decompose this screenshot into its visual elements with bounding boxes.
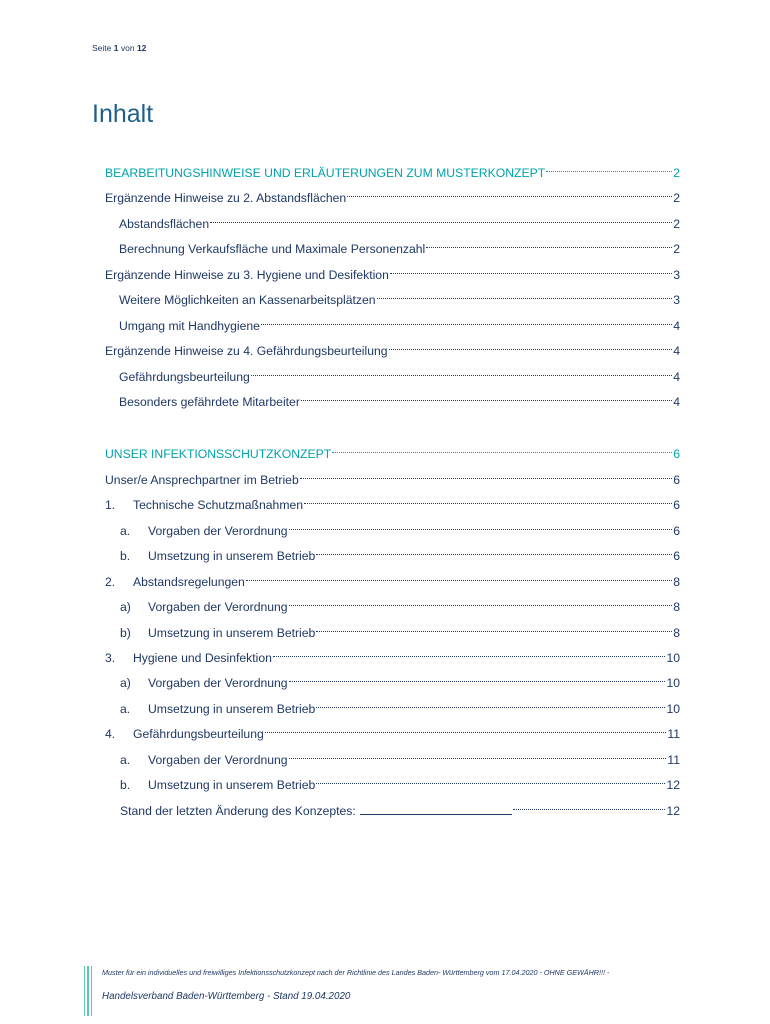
toc-entry-number: a. <box>120 524 131 538</box>
toc-entry-number: a) <box>120 676 131 690</box>
toc-entry[interactable] <box>119 211 680 231</box>
toc-dot-leader <box>289 528 673 530</box>
fill-in-blank-line <box>360 813 512 815</box>
toc-dot-leader <box>251 374 672 376</box>
toc-entry-text: Umsetzung in unserem Betrieb <box>148 778 316 792</box>
toc-entry-text: BEARBEITUNGSHINWEISE UND ERLÄUTERUNGEN ZUM MUSTERKONZEPT <box>105 166 546 180</box>
toc-dot-leader <box>210 221 672 223</box>
toc-entry-text: Vorgaben der Verordnung <box>148 600 288 614</box>
toc-entry-text: Gefährdungsbeurteilung <box>119 370 250 384</box>
toc-entry[interactable] <box>119 313 680 333</box>
seite-label: Seite <box>92 43 112 53</box>
toc-dot-leader <box>289 757 667 759</box>
toc-entry-number: b. <box>120 549 131 563</box>
toc-entry-page: 8 <box>673 575 680 589</box>
toc-entry-text: Unser/e Ansprechpartner im Betrieb <box>105 473 299 487</box>
toc-dot-leader <box>261 323 672 325</box>
toc-entry-page: 2 <box>673 242 680 256</box>
toc-entry-page: 3 <box>673 293 680 307</box>
toc-entry-text: Abstandsregelungen <box>133 575 245 589</box>
toc-dot-leader <box>377 297 673 299</box>
toc-entry[interactable] <box>105 262 680 282</box>
toc-dot-leader <box>316 553 672 555</box>
toc-entry-number: 1. <box>105 498 116 512</box>
toc-entry[interactable] <box>105 185 680 205</box>
toc-entry-page: 11 <box>667 753 680 767</box>
toc-entry-number: a) <box>120 600 131 614</box>
toc-dot-leader <box>300 477 672 479</box>
toc-dot-leader <box>347 195 672 197</box>
toc-dot-leader <box>304 502 672 504</box>
toc-entry[interactable] <box>105 467 680 487</box>
footer-bar <box>84 966 85 1016</box>
toc-entry[interactable] <box>120 696 680 716</box>
toc-entry-page: 6 <box>673 549 680 563</box>
toc-entry[interactable] <box>119 236 680 256</box>
toc-entry-number: 4. <box>105 727 116 741</box>
toc-entry-page: 4 <box>673 395 680 409</box>
toc-title: Inhalt <box>92 100 154 128</box>
toc-dot-leader <box>316 782 665 784</box>
toc-entry[interactable] <box>120 543 680 563</box>
footer-bar <box>87 966 88 1016</box>
toc-entry[interactable] <box>120 670 680 690</box>
total-pages: 12 <box>136 43 147 53</box>
toc-entry-page: 12 <box>666 804 680 818</box>
toc-entry-text: Vorgaben der Verordnung <box>148 524 288 538</box>
toc-entry-number: a. <box>120 702 131 716</box>
footer-bar <box>91 966 92 1016</box>
toc-entry-page: 6 <box>673 524 680 538</box>
toc-entry-page: 3 <box>673 268 680 282</box>
toc-entry-page: 4 <box>673 319 680 333</box>
toc-entry[interactable] <box>119 389 680 409</box>
toc-entry-text: Ergänzende Hinweise zu 2. Abstandsflächen <box>105 191 347 205</box>
toc-entry-page: 6 <box>673 473 680 487</box>
toc-entry-text: Weitere Möglichkeiten an Kassenarbeitsplätzen <box>119 293 376 307</box>
toc-entry[interactable] <box>120 594 680 614</box>
toc-dot-leader <box>316 706 665 708</box>
toc-dot-leader <box>513 808 666 810</box>
footer-disclaimer: Muster für ein individuelles und freiwilliges Infektionsschutzkonzept nach der Richtlinie des Landes Baden- Württemberg vom 17.04.2020 - OHNE GEWÄHR!!! - <box>102 968 610 977</box>
toc-dot-leader <box>265 731 667 733</box>
toc-entry[interactable] <box>120 772 680 792</box>
page-number-header <box>92 43 146 53</box>
toc-entry-number: b. <box>120 778 131 792</box>
toc-entry-text: Technische Schutzmaßnahmen <box>133 498 304 512</box>
toc-entry-page: 6 <box>673 447 680 461</box>
toc-entry[interactable] <box>105 441 680 461</box>
toc-entry-text: Berechnung Verkaufsfläche und Maximale Personenzahl <box>119 242 426 256</box>
toc-entry[interactable] <box>120 518 680 538</box>
toc-dot-leader <box>246 579 672 581</box>
toc-entry-number: 2. <box>105 575 116 589</box>
toc-entry[interactable] <box>105 160 680 180</box>
toc-entry[interactable] <box>105 569 680 589</box>
current-page: 1 <box>113 43 119 53</box>
toc-entry-page: 10 <box>666 651 680 665</box>
toc-dot-leader <box>289 680 666 682</box>
toc-entry-text: Umgang mit Handhygiene <box>119 319 260 333</box>
toc-dot-leader <box>289 604 673 606</box>
toc-entry-page: 2 <box>673 217 680 231</box>
toc-entry-page: 2 <box>673 191 680 205</box>
toc-entry-text: Abstandsflächen <box>119 217 210 231</box>
toc-entry-text: Besonders gefährdete Mitarbeiter <box>119 395 300 409</box>
toc-entry[interactable] <box>120 620 680 640</box>
toc-entry[interactable] <box>119 287 680 307</box>
toc-entry-page: 4 <box>673 370 680 384</box>
toc-entry-text: Umsetzung in unserem Betrieb <box>148 549 316 563</box>
toc-entry-page: 11 <box>667 727 680 741</box>
toc-dot-leader <box>390 272 672 274</box>
toc-entry-page: 12 <box>666 778 680 792</box>
toc-dot-leader <box>273 655 666 657</box>
toc-entry[interactable] <box>105 338 680 358</box>
toc-dot-leader <box>389 348 673 350</box>
toc-entry-page: 8 <box>673 626 680 640</box>
toc-entry-number: 3. <box>105 651 116 665</box>
toc-entry[interactable] <box>120 798 680 818</box>
toc-dot-leader <box>426 246 672 248</box>
toc-entry-text: Umsetzung in unserem Betrieb <box>148 702 316 716</box>
toc-entry-page: 2 <box>673 166 680 180</box>
toc-entry[interactable] <box>105 492 680 512</box>
toc-entry-text: Ergänzende Hinweise zu 3. Hygiene und Desifektion <box>105 268 389 282</box>
toc-entry-number: a. <box>120 753 131 767</box>
toc-entry-page: 4 <box>673 344 680 358</box>
toc-entry-page: 10 <box>666 676 680 690</box>
toc-entry-text: UNSER INFEKTIONSSCHUTZKONZEPT <box>105 447 332 461</box>
toc-entry-text: Stand der letzten Änderung des Konzeptes: <box>120 804 356 818</box>
von-label: von <box>120 43 135 53</box>
toc-entry-page: 8 <box>673 600 680 614</box>
toc-entry[interactable] <box>120 747 680 767</box>
toc-entry-text: Umsetzung in unserem Betrieb <box>148 626 316 640</box>
toc-dot-leader <box>332 451 672 453</box>
toc-entry-page: 6 <box>673 498 680 512</box>
toc-entry-text: Hygiene und Desinfektion <box>133 651 272 665</box>
toc-entry[interactable] <box>105 645 680 665</box>
toc-dot-leader <box>301 399 672 401</box>
toc-entry-text: Gefährdungsbeurteilung <box>133 727 264 741</box>
toc-entry[interactable] <box>119 364 680 384</box>
toc-entry-text: Ergänzende Hinweise zu 4. Gefährdungsbeurteilung <box>105 344 388 358</box>
toc-entry-number: b) <box>120 626 131 640</box>
toc-entry-text: Vorgaben der Verordnung <box>148 676 288 690</box>
footer-publisher: Handelsverband Baden-Württemberg - Stand 19.04.2020 <box>102 991 351 1002</box>
toc-entry-page: 10 <box>666 702 680 716</box>
toc-entry[interactable] <box>105 721 680 741</box>
toc-dot-leader <box>316 630 672 632</box>
footer-accent-bars <box>84 966 92 1016</box>
toc-dot-leader <box>546 170 672 172</box>
toc-entry-text: Vorgaben der Verordnung <box>148 753 288 767</box>
